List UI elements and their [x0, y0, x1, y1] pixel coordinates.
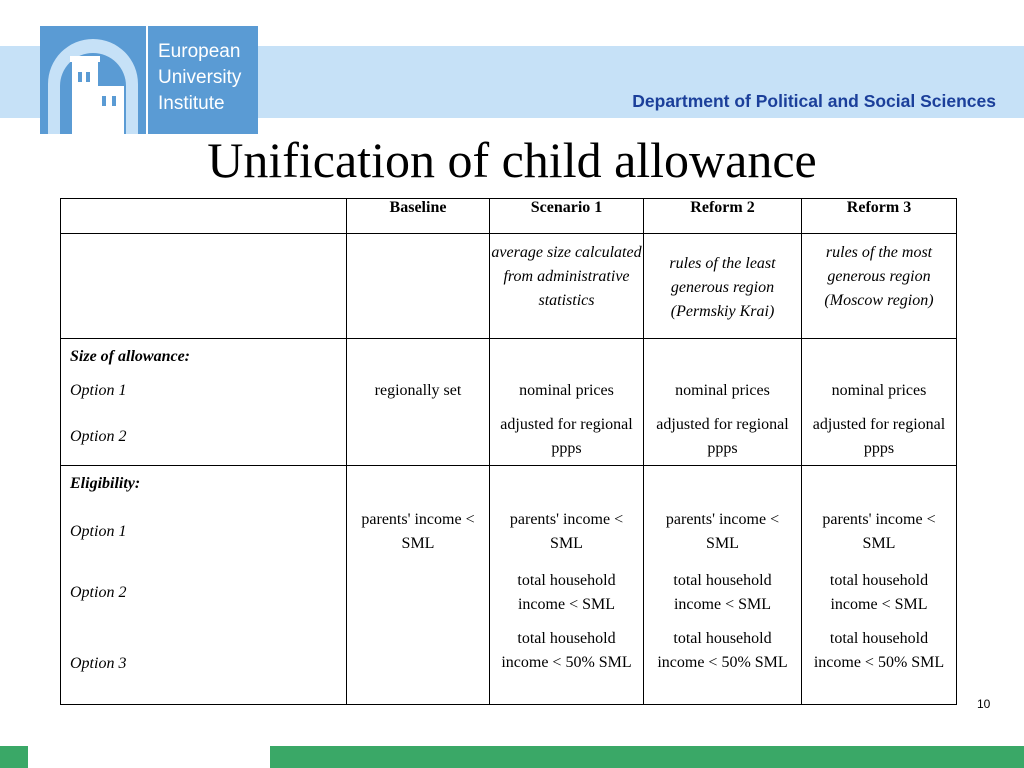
size-of-allowance-row	[61, 339, 957, 466]
header-cell-empty	[61, 199, 347, 234]
header-reform-2: Reform 2	[644, 199, 802, 234]
eligibility-option-1-label: Option 1	[70, 523, 127, 540]
elig-opt2-scenario-1: total household income < SML	[517, 572, 616, 613]
elig-opt3-reform-2: total household income < 50% SML	[657, 630, 788, 671]
eligibility-baseline-cell	[347, 466, 490, 705]
size-opt1-reform-3: nominal prices	[831, 382, 927, 399]
size-opt2-reform-2: adjusted for regional ppps	[656, 416, 789, 457]
description-row	[61, 234, 957, 339]
elig-opt3-scenario-1: total household income < 50% SML	[501, 630, 632, 671]
desc-baseline	[347, 234, 490, 339]
elig-opt1-reform-2: parents' income < SML	[665, 511, 780, 552]
header-baseline: Baseline	[347, 199, 490, 234]
tower-arch-icon	[40, 26, 146, 134]
department-name: Department of Political and Social Sciences	[632, 91, 996, 111]
eligibility-labels-cell	[61, 466, 347, 705]
size-reform-3-cell	[802, 339, 957, 466]
elig-opt1-baseline: parents' income < SML	[361, 511, 475, 552]
header-scenario-1: Scenario 1	[490, 199, 644, 234]
desc-reform-2	[644, 234, 802, 339]
slide-title: Unification of child allowance	[207, 132, 817, 188]
desc-reform-3-text: rules of the most generous region (Moscow region)	[824, 244, 934, 309]
eligibility-scenario-1-cell	[490, 466, 644, 705]
logo-line-2: University	[158, 67, 242, 88]
header-reform-3: Reform 3	[802, 199, 957, 234]
logo-wordmark	[148, 26, 258, 134]
elig-opt1-reform-3: parents' income < SML	[822, 511, 936, 552]
desc-scenario-1	[490, 234, 644, 339]
size-reform-2-cell	[644, 339, 802, 466]
footer-bar-right	[270, 746, 1024, 768]
size-option-1-label: Option 1	[70, 382, 127, 399]
desc-reform-2-text: rules of the least generous region (Permskiy Krai)	[669, 255, 776, 320]
elig-opt2-reform-3: total household income < SML	[829, 572, 929, 613]
size-opt2-scenario-1: adjusted for regional ppps	[500, 416, 633, 457]
desc-reform-3	[802, 234, 957, 339]
eui-logo	[40, 26, 258, 134]
size-opt1-scenario-1: nominal prices	[519, 382, 614, 399]
page-number: 10	[977, 697, 991, 711]
header-band-left	[0, 46, 42, 118]
eligibility-reform-2-cell	[644, 466, 802, 705]
eligibility-heading: Eligibility:	[70, 475, 141, 492]
size-labels-cell	[61, 339, 347, 466]
size-baseline-cell	[347, 339, 490, 466]
elig-opt3-reform-3: total household income < 50% SML	[813, 630, 945, 671]
size-scenario-1-cell	[490, 339, 644, 466]
size-option-2-label: Option 2	[70, 428, 127, 445]
allowance-table	[60, 198, 957, 705]
eligibility-reform-3-cell	[802, 466, 957, 705]
footer-bar-left	[0, 746, 28, 768]
logo-line-3: Institute	[158, 93, 225, 114]
eligibility-option-3-label: Option 3	[70, 655, 127, 672]
elig-opt1-scenario-1: parents' income < SML	[509, 511, 624, 552]
size-heading: Size of allowance:	[70, 348, 190, 365]
eligibility-row	[61, 466, 957, 705]
desc-cell-empty	[61, 234, 347, 339]
header-row	[61, 199, 957, 234]
desc-scenario-1-text: average size calculated from administrative statistics	[491, 244, 642, 309]
elig-opt2-reform-2: total household income < SML	[673, 572, 772, 613]
size-opt1-reform-2: nominal prices	[675, 382, 770, 399]
size-opt1-baseline: regionally set	[374, 382, 462, 399]
logo-line-1: European	[158, 41, 241, 62]
size-opt2-reform-3: adjusted for regional ppps	[812, 416, 946, 457]
eligibility-option-2-label: Option 2	[70, 584, 127, 601]
